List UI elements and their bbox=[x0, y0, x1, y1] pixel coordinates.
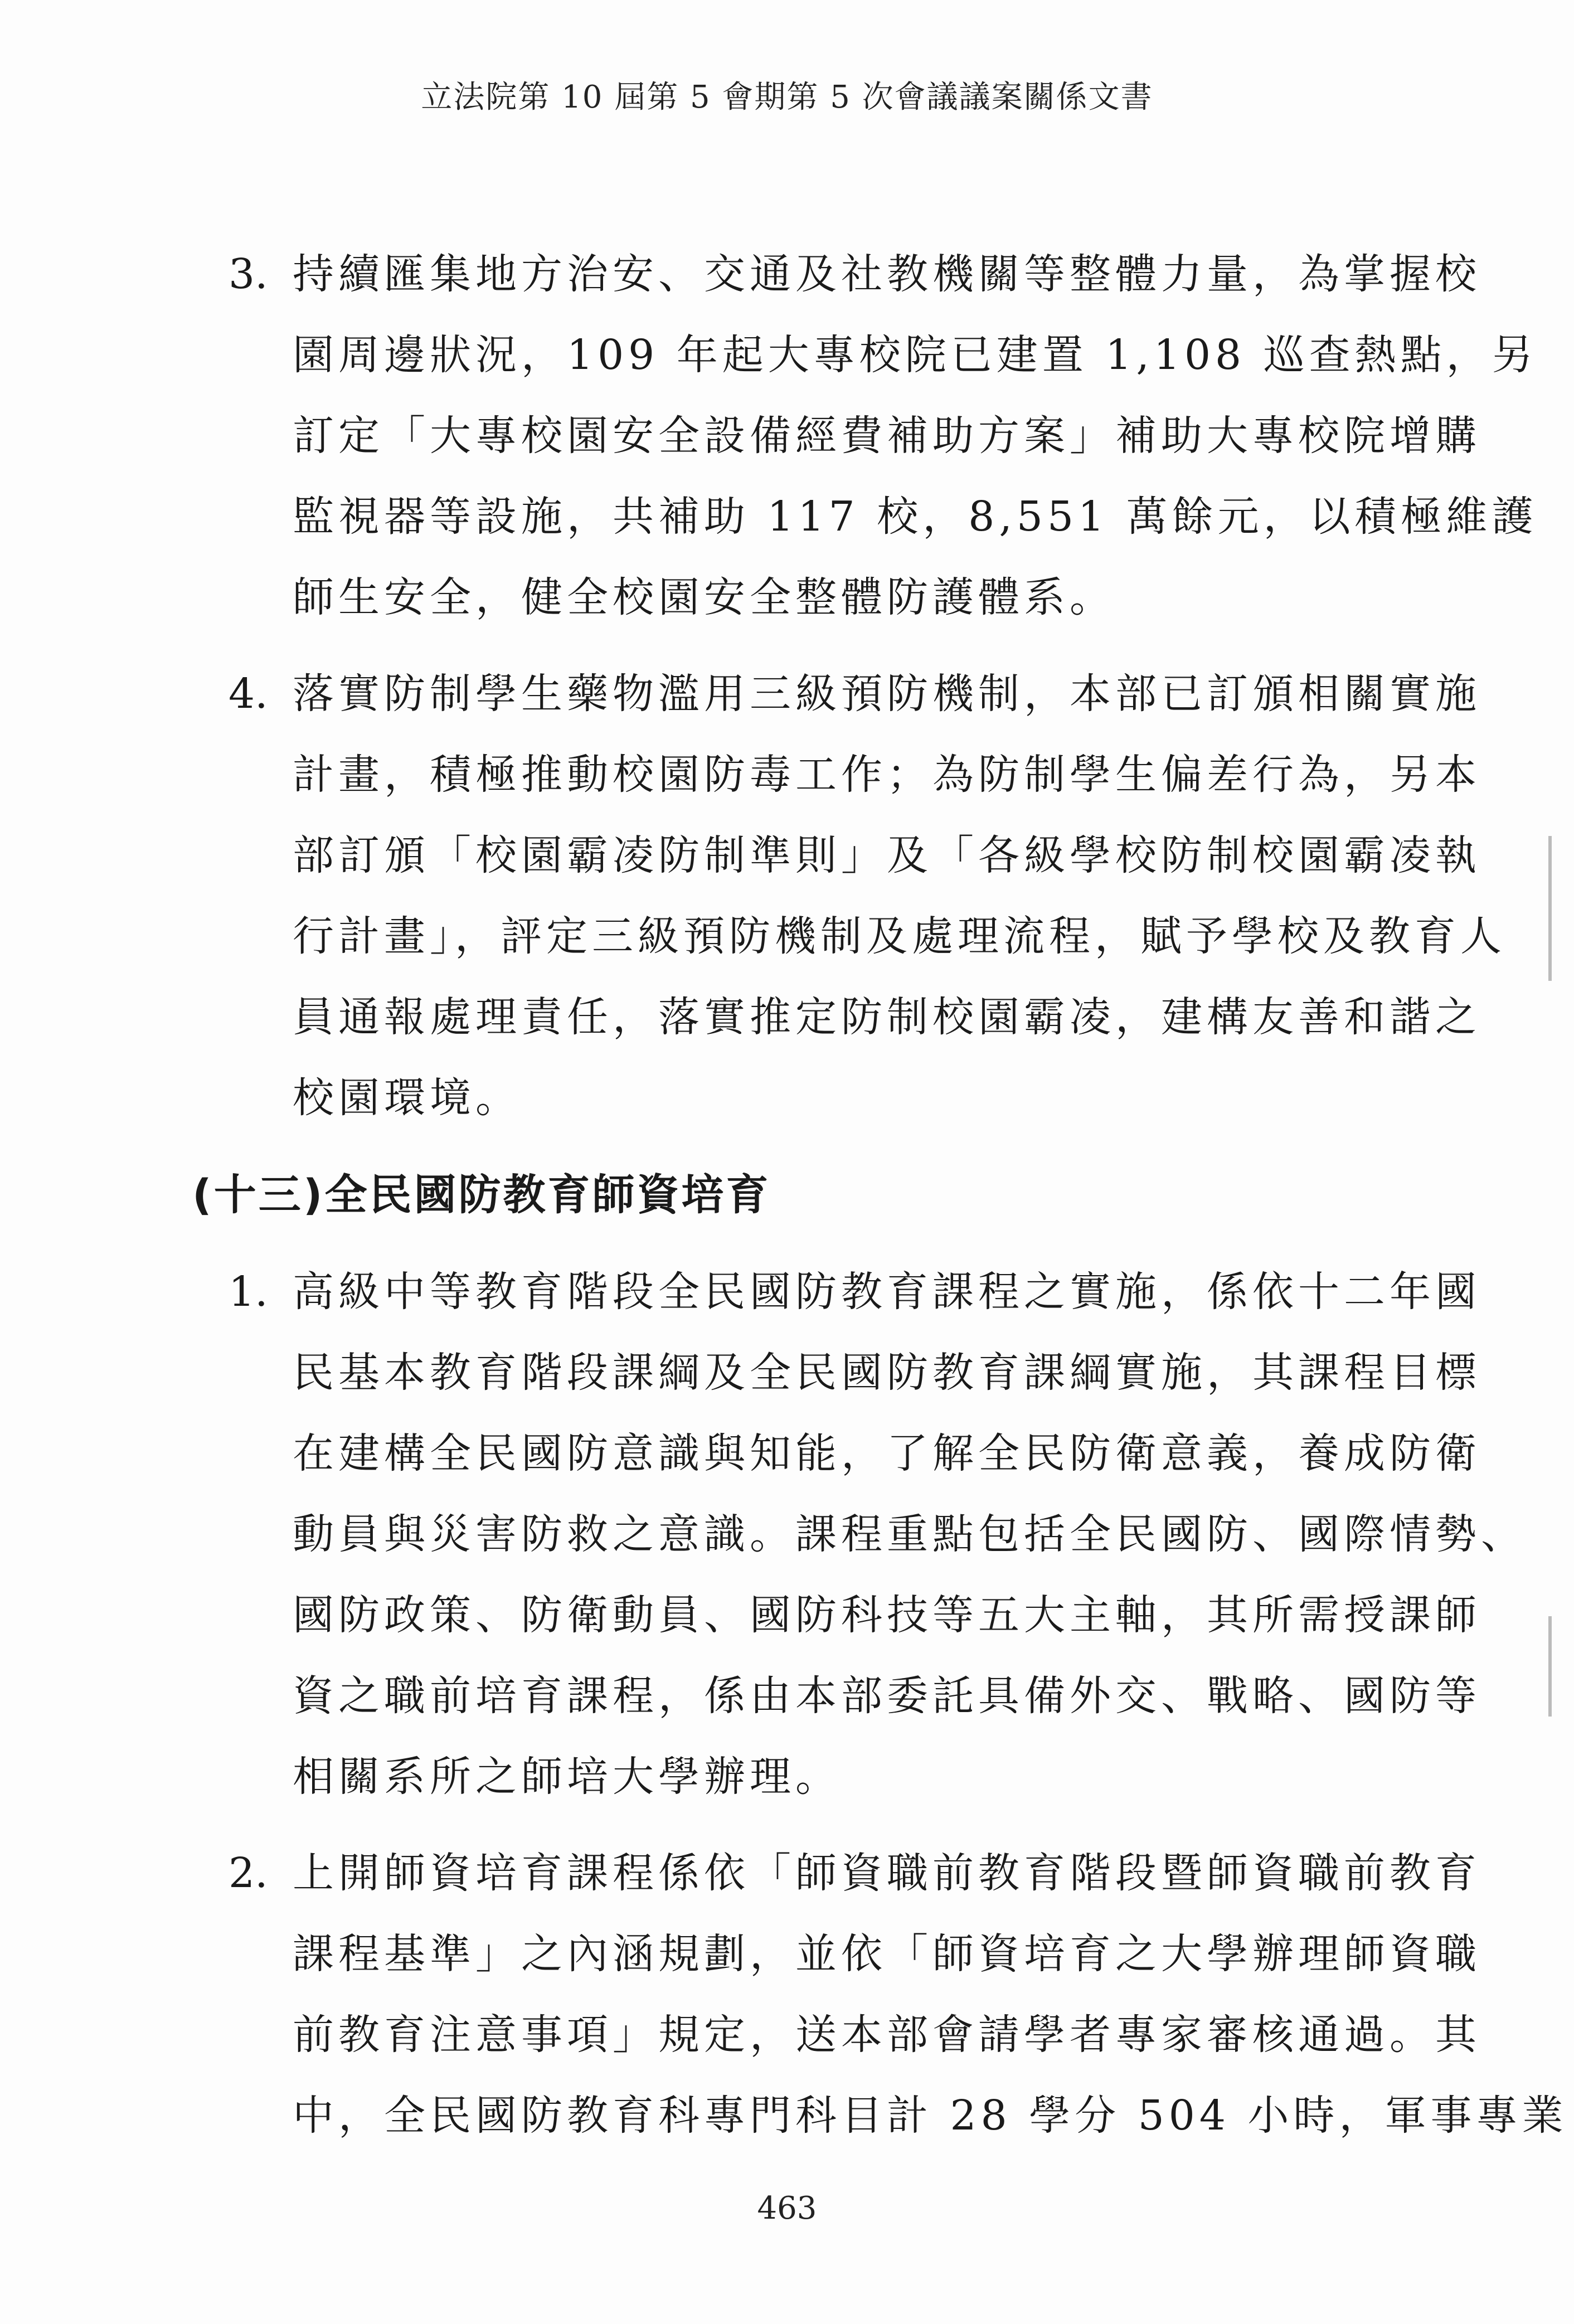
document-body bbox=[0, 234, 1574, 2172]
paragraph-line: 動員與災害防救之意識。課程重點包括全民國防、國際情勢、 bbox=[293, 1510, 1527, 1558]
paragraph-line: 上開師資培育課程係依「師資職前教育階段暨師資職前教育 bbox=[293, 1849, 1481, 1897]
paragraph-line: 落實防制學生藥物濫用三級預防機制，本部已訂頒相關實施 bbox=[293, 670, 1481, 718]
paragraph-line: 中，全民國防教育科專門科目計 28 學分 504 小時，軍事專業 bbox=[293, 2092, 1568, 2140]
paragraph-line: 在建構全民國防意識與知能，了解全民防衛意義，養成防衛 bbox=[293, 1430, 1481, 1477]
paragraph-line: 相關系所之師培大學辦理。 bbox=[293, 1753, 841, 1801]
list-item bbox=[229, 234, 1538, 638]
paragraph-line: 資之職前培育課程，係由本部委託具備外交、戰略、國防等 bbox=[293, 1672, 1481, 1720]
paragraph-line: 前教育注意事項」規定，送本部會請學者專家審核通過。其 bbox=[293, 2011, 1481, 2059]
paragraph-line: 訂定「大專校園安全設備經費補助方案」補助大專校院增購 bbox=[293, 412, 1481, 460]
paragraph-line: 高級中等教育階段全民國防教育課程之實施，係依十二年國 bbox=[293, 1268, 1481, 1316]
section-heading: (十三)全民國防教育師資培育 bbox=[192, 1170, 771, 1219]
item-number: 3. bbox=[229, 250, 268, 298]
paragraph-line: 民基本教育階段課綱及全民國防教育課綱實施，其課程目標 bbox=[293, 1349, 1481, 1397]
paragraph-line: 計畫，積極推動校園防毒工作；為防制學生偏差行為，另本 bbox=[293, 751, 1481, 799]
paragraph-line: 校園環境。 bbox=[293, 1074, 521, 1122]
document-header: 立法院第 10 屆第 5 會期第 5 次會議議案關係文書 bbox=[421, 79, 1153, 115]
item-number: 1. bbox=[229, 1268, 268, 1316]
scan-edge-mark bbox=[1548, 836, 1552, 981]
page-number: 463 bbox=[757, 2190, 817, 2226]
paragraph-line: 師生安全，健全校園安全整體防護體系。 bbox=[293, 573, 1115, 621]
paragraph-line: 部訂頒「校園霸凌防制準則」及「各級學校防制校園霸凌執 bbox=[293, 832, 1481, 879]
paragraph-line: 課程基準」之內涵規劃，並依「師資培育之大學辦理師資職 bbox=[293, 1930, 1481, 1978]
paragraph-line: 監視器等設施，共補助 117 校，8,551 萬餘元，以積極維護 bbox=[293, 493, 1538, 541]
paragraph-line: 行計畫」，評定三級預防機制及處理流程，賦予學校及教育人 bbox=[293, 912, 1506, 960]
item-number: 4. bbox=[229, 670, 268, 718]
paragraph-line: 持續匯集地方治安、交通及社教機關等整體力量，為掌握校 bbox=[293, 250, 1481, 298]
list-item bbox=[229, 1833, 1568, 2156]
list-item bbox=[229, 654, 1506, 1139]
paragraph-line: 園周邊狀況，109 年起大專校院已建置 1,108 巡查熱點，另 bbox=[293, 331, 1538, 379]
item-number: 2. bbox=[229, 1849, 268, 1897]
list-item bbox=[229, 1252, 1527, 1817]
scan-edge-mark bbox=[1548, 1616, 1552, 1717]
paragraph-line: 員通報處理責任，落實推定防制校園霸凌，建構友善和諧之 bbox=[293, 993, 1481, 1041]
paragraph-line: 國防政策、防衛動員、國防科技等五大主軸，其所需授課師 bbox=[293, 1591, 1481, 1639]
